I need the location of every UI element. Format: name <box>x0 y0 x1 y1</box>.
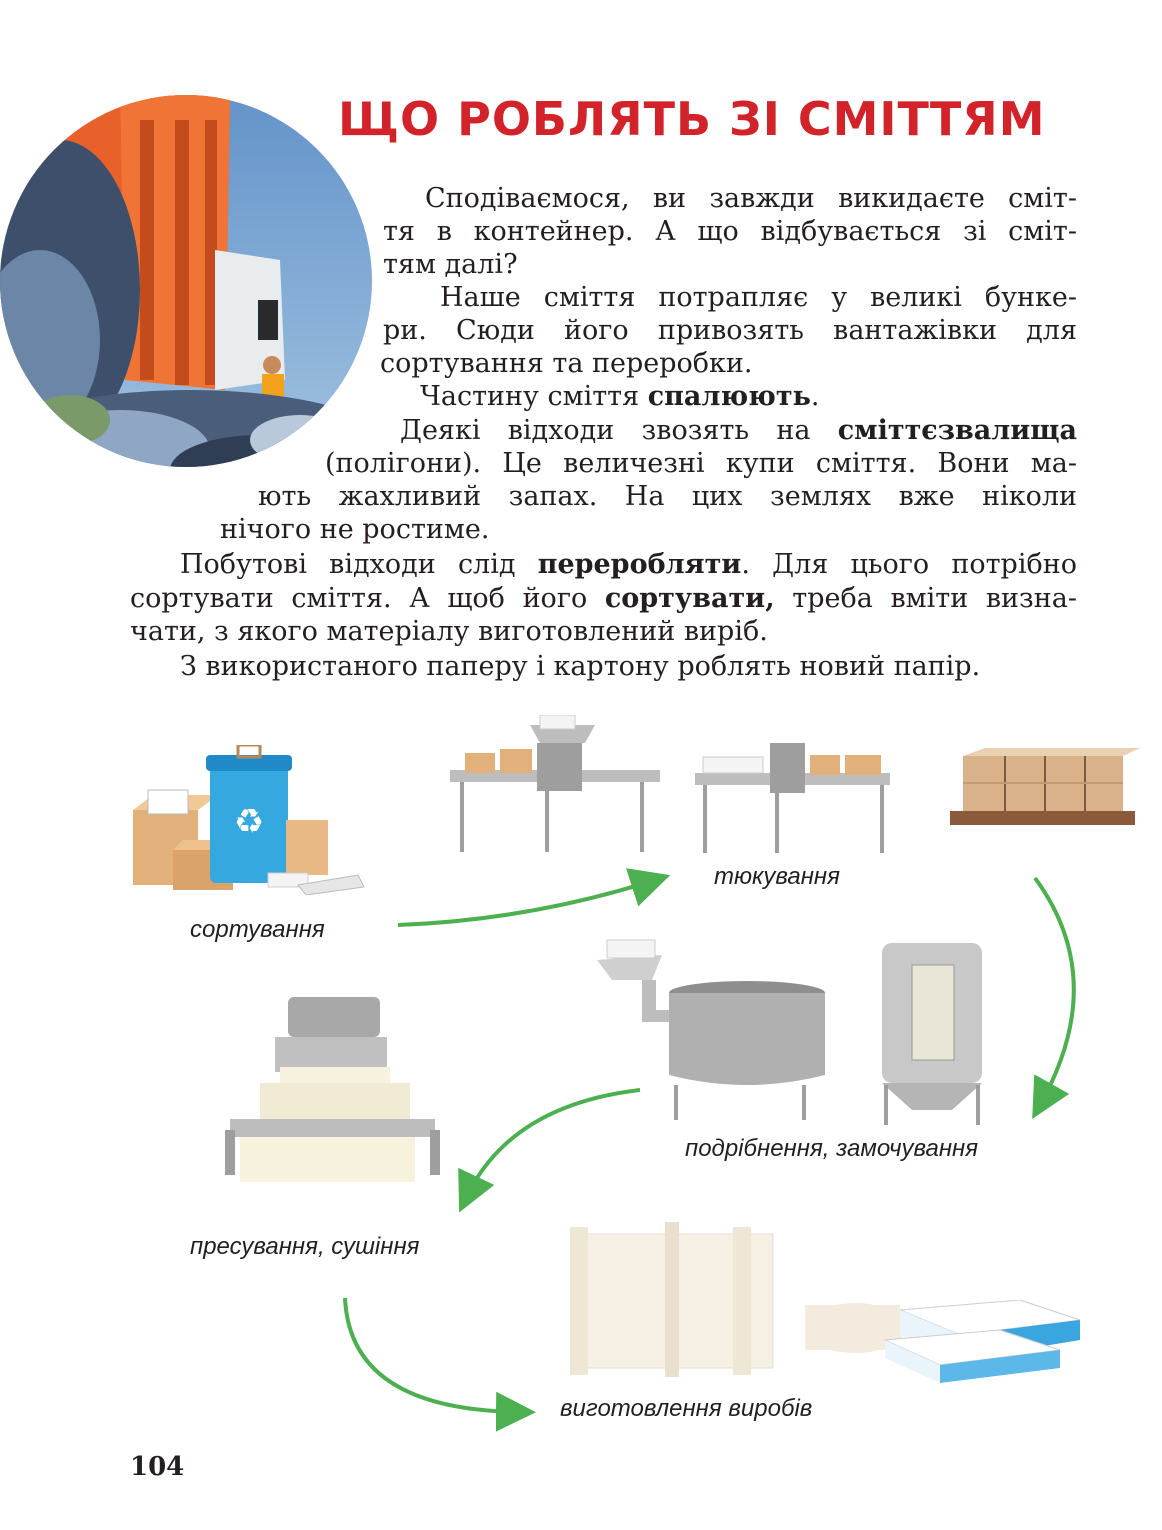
text-line: чати, з якого матеріалу виготовлений виріб. <box>130 616 768 647</box>
paper-rolls-illustration <box>570 1222 780 1382</box>
arrow-sorting-to-baling <box>398 880 655 925</box>
caption-baling: тюкування <box>714 863 840 890</box>
caption-products: виготовлення виробів <box>560 1395 813 1422</box>
text-line: (полігони). Це величезні купи сміття. Вони ма- <box>325 448 1077 479</box>
svg-text:♻: ♻ <box>233 802 265 842</box>
pulper-illustration <box>592 935 1002 1130</box>
paper-packs-illustration <box>800 1300 1085 1385</box>
paper-bale-illustration <box>945 748 1140 828</box>
caption-pressing: пресування, сушіння <box>190 1233 420 1260</box>
text-line: сортувати сміття. А щоб його сортувати, треба вміти визна- <box>130 583 1077 614</box>
arrow-baling-to-grinding <box>1035 878 1074 1105</box>
text-line: Наше сміття потрапляє у великі бунке- <box>440 282 1077 313</box>
text-line: нічого не ростиме. <box>220 514 490 545</box>
text-line: тя в контейнер. А що відбувається зі сміт- <box>383 216 1077 247</box>
caption-sorting: сортування <box>190 916 325 943</box>
text-line: Частину сміття спалюють. <box>420 381 820 412</box>
text-line: Сподіваємося, ви завжди викидаєте сміт- <box>425 183 1077 214</box>
text-line: З використаного паперу і картону роблять новий папір. <box>180 651 981 682</box>
text-line: ри. Сюди його привозять вантажівки для <box>383 315 1077 346</box>
text-line: Деякі відходи звозять на сміттєзвалища <box>400 415 1077 446</box>
text-line: тям далі? <box>383 249 518 280</box>
text-line: Побутові відходи слід переробляти. Для цього потрібно <box>180 549 1077 580</box>
paper-press-illustration <box>220 995 445 1190</box>
recycle-bin-illustration <box>128 745 368 895</box>
garbage-truck-photo <box>0 60 372 502</box>
page-number: 104 <box>130 1452 185 1482</box>
text-line: сортування та переробки. <box>380 348 753 379</box>
baling-machine-illustration <box>445 715 895 855</box>
arrow-pressing-to-products <box>345 1298 520 1412</box>
page-title: ЩО РОБЛЯТЬ ЗІ СМІТТЯМ <box>338 92 1046 146</box>
caption-grinding: подрібнення, замочування <box>685 1135 979 1162</box>
text-line: ють жахливий запах. На цих землях вже ніколи <box>258 481 1077 512</box>
